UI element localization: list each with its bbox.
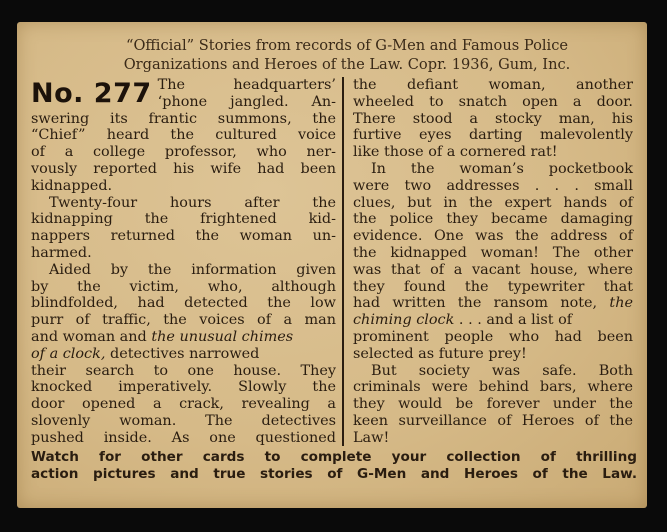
text-line xyxy=(31,346,336,363)
text-line: criminals were behind bars, where xyxy=(353,379,633,396)
text-line: were two addresses . . . small xyxy=(353,177,633,194)
text-line: like those of a cornered rat! xyxy=(353,144,558,161)
story-left-column xyxy=(31,77,336,447)
text-line: was that of a vacant house, where xyxy=(353,261,633,278)
text-line: There stood a stocky man, his xyxy=(353,110,633,127)
text-line: kidnapped. xyxy=(31,177,113,194)
text-fragment: and woman and xyxy=(31,328,147,345)
text-line: wheeled to snatch open a door. xyxy=(353,93,633,110)
text-line: pushed inside. As one questioned xyxy=(31,429,336,446)
text-line xyxy=(353,295,633,312)
text-line xyxy=(31,329,336,346)
text-line: In the woman’s pocketbook xyxy=(371,160,633,177)
text-line: their search to one house. They xyxy=(31,362,336,379)
text-line: The headquarters’ xyxy=(157,77,336,93)
story-opening xyxy=(31,77,336,111)
text-line: nappers returned the woman un- xyxy=(31,228,336,245)
text-line: But society was safe. Both xyxy=(371,362,633,379)
text-line: furtive eyes darting malevolently xyxy=(353,127,633,144)
text-fragment: had written the ransom note, xyxy=(353,295,598,312)
text-line: Twenty-four hours after the xyxy=(49,194,336,211)
text-line: clues, but in the expert hands of xyxy=(353,194,633,211)
text-line: they would be forever under the xyxy=(353,396,633,413)
text-line: of a college professor, who ner- xyxy=(31,144,336,161)
text-line: Law! xyxy=(353,429,390,446)
text-line: Aided by the information given xyxy=(49,261,336,278)
header-line-2: Organizations and Heroes of the Law. Copr. 1936, Gum, Inc. xyxy=(123,56,571,73)
text-line: knocked imperatively. Slowly the xyxy=(31,379,336,396)
italic-fragment: of a clock, xyxy=(31,345,106,362)
text-fragment: detectives narrowed xyxy=(109,345,260,362)
text-line xyxy=(353,312,633,329)
footer-line-1: Watch for other cards to complete your collection of thrilling xyxy=(31,449,637,465)
text-fragment: . . . and a list of xyxy=(458,312,573,329)
text-line: ‘phone jangled. An- xyxy=(157,93,336,110)
text-line: the kidnapped woman! The other xyxy=(353,244,633,261)
text-line: slovenly woman. The detectives xyxy=(31,412,336,429)
text-line: vously reported his wife had been xyxy=(31,160,336,177)
trading-card-back xyxy=(17,22,647,508)
column-divider xyxy=(342,77,344,446)
text-line: blindfolded, had detected the low xyxy=(31,295,336,312)
text-line: by the victim, who, although xyxy=(31,278,336,295)
text-line: the police they became damaging xyxy=(353,211,633,228)
card-number: No. 277 xyxy=(31,78,152,109)
text-line: purr of traffic, the voices of a man xyxy=(31,312,336,329)
text-line: selected as future prey! xyxy=(353,345,527,362)
header-line-1: “Official” Stories from records of G-Men and Famous Police xyxy=(125,37,569,54)
text-line: swering its frantic summons, the xyxy=(31,110,336,127)
text-line: keen surveillance of Heroes of the xyxy=(353,412,633,429)
text-line: “Chief” heard the cultured voice xyxy=(31,127,336,144)
italic-fragment: the unusual chimes xyxy=(151,328,294,345)
card-footer xyxy=(31,449,637,482)
text-line: the defiant woman, another xyxy=(353,77,633,93)
story-intro xyxy=(158,77,336,111)
text-line: door opened a crack, revealing a xyxy=(31,396,336,413)
text-line: they found the typewriter that xyxy=(353,278,633,295)
card-header xyxy=(87,36,607,74)
text-line: evidence. One was the address of xyxy=(353,228,633,245)
italic-fragment: the xyxy=(609,295,633,312)
story-right-column xyxy=(353,77,633,447)
text-line: prominent people who had been xyxy=(353,328,633,345)
text-line: harmed. xyxy=(31,244,92,261)
text-line: kidnapping the frightened kid- xyxy=(31,211,336,228)
footer-line-2: action pictures and true stories of G-Men and Heroes of the Law. xyxy=(31,465,637,482)
italic-fragment: chiming clock xyxy=(353,312,455,329)
